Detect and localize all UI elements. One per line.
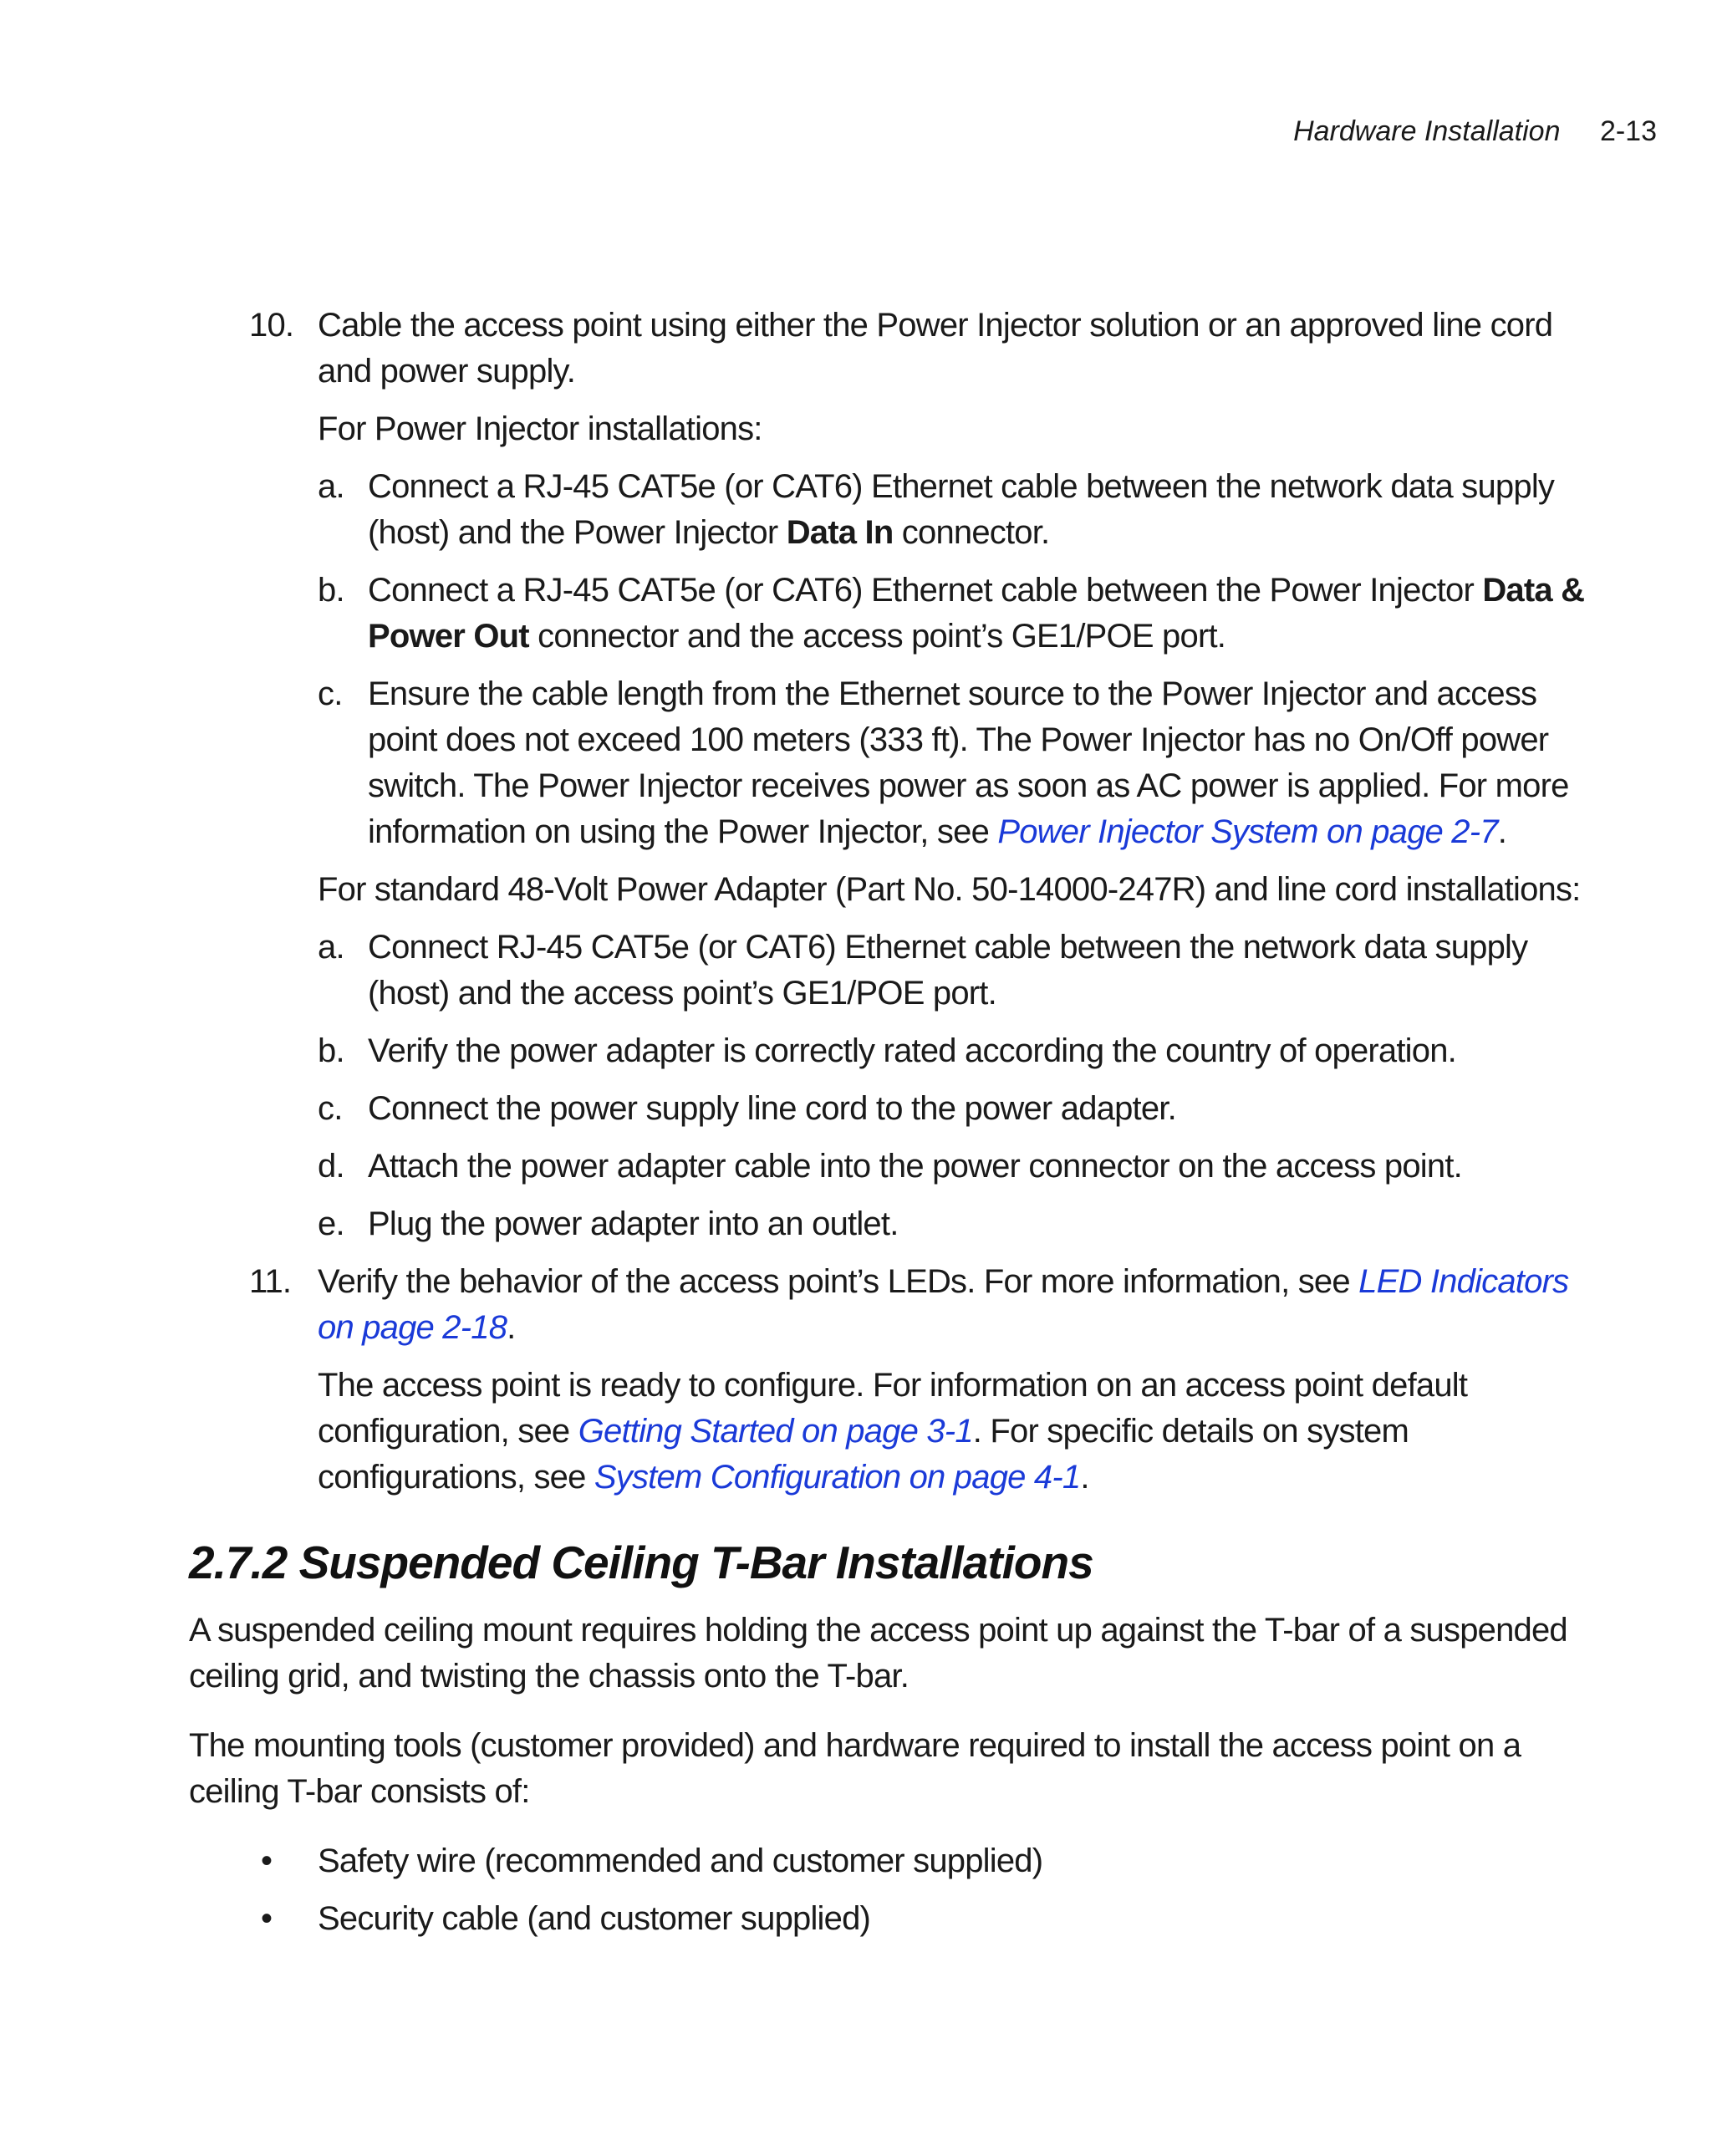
power-injector-system-link[interactable]: Power Injector System on page 2-7 [997,813,1498,850]
section-paragraph-1: A suspended ceiling mount requires holding the access point up against the T-bar of a suspended ceiling grid, and twisting the chassis onto the T-bar. [189,1612,1567,1695]
item-text: Connect RJ-45 CAT5e (or CAT6) Ethernet cable between the network data supply (host) and the access point’s GE1/POE port. [368,929,1528,1012]
item-text: Connect a RJ-45 CAT5e (or CAT6) Ethernet cable between the network data supply (host) and the Power Injector [368,468,1555,551]
getting-started-link[interactable]: Getting Started on page 3-1 [578,1413,973,1450]
led-indicators-link[interactable]: LED Indicators on page 2-18 [318,1263,1569,1346]
step-number: 11. [249,1263,292,1300]
item-text: Connect the power supply line cord to the power adapter. [368,1090,1176,1127]
system-configuration-link[interactable]: System Configuration on page 4-1 [594,1459,1081,1496]
bullet-item [189,1896,1585,1942]
section-heading: 2.7.2 Suspended Ceiling T-Bar Installations [189,1537,1093,1588]
item-text: Connect a RJ-45 CAT5e (or CAT6) Ethernet cable between the Power Injector [368,572,1483,609]
injector-item-b [189,568,1585,660]
item-letter: e. [318,1205,344,1242]
note-text: . For specific details on system configurations, see [318,1413,1409,1496]
injector-item-a [189,464,1585,556]
adapter-item-d [189,1144,1585,1190]
item-letter: a. [318,468,344,505]
step-text: Cable the access point using either the Power Injector solution or an approved line cord and power supply. [318,307,1553,390]
header-page-number: 2-13 [1599,115,1657,147]
adapter-item-c [189,1086,1585,1132]
item-bold-term: Data & Power Out [368,572,1585,655]
item-letter: c. [318,675,343,712]
note-text-end: . [1080,1459,1089,1496]
item-letter: b. [318,572,344,609]
item-letter: d. [318,1148,344,1185]
bullet-icon: • [261,1843,273,1879]
adapter-item-b [189,1028,1585,1074]
item-letter: b. [318,1032,344,1069]
step-10 [189,303,1585,395]
item-text-end: . [1497,813,1507,850]
note-text: The access point is ready to configure. For information on an access point default configuration, see [318,1367,1468,1450]
item-letter: a. [318,929,344,966]
bullet-text: Safety wire (recommended and customer supplied) [318,1843,1043,1879]
injector-intro: For Power Injector installations: [318,410,762,447]
adapter-item-a [189,925,1585,1017]
item-text: Ensure the cable length from the Ethernet source to the Power Injector and access point does not exceed 100 meters (333 ft). The Power Injector has no On/Off power switch. The Power Injector receives power as soon as AC power is applied. For more information on using the Power Injector, see [368,675,1569,850]
bullet-icon: • [261,1900,273,1937]
step-11-note [189,1363,1585,1501]
bullet-text: Security cable (and customer supplied) [318,1900,871,1937]
header-section-title: Hardware Installation [1293,115,1561,147]
step-number: 10. [249,307,294,344]
section-paragraph-2: The mounting tools (customer provided) and hardware required to install the access point on a ceiling T-bar consists of: [189,1727,1521,1810]
item-text: Attach the power adapter cable into the power connector on the access point. [368,1148,1462,1185]
step-text: Verify the behavior of the access point’s LEDs. For more information, see [318,1263,1359,1300]
adapter-intro: For standard 48-Volt Power Adapter (Part No. 50-14000-247R) and line cord installations: [318,871,1581,908]
item-text: Verify the power adapter is correctly rated according the country of operation. [368,1032,1456,1069]
item-letter: c. [318,1090,343,1127]
item-text-end: connector and the access point’s GE1/POE port. [528,618,1226,655]
step-text-end: . [507,1309,516,1346]
adapter-item-e [189,1201,1585,1247]
item-text: Plug the power adapter into an outlet. [368,1205,899,1242]
step-11 [189,1259,1585,1351]
page-header [1293,115,1657,148]
page-content [189,303,1585,1942]
bullet-item [189,1838,1585,1884]
item-bold-term: Data In [786,514,894,551]
injector-item-c [189,671,1585,855]
item-text-end: connector. [893,514,1050,551]
